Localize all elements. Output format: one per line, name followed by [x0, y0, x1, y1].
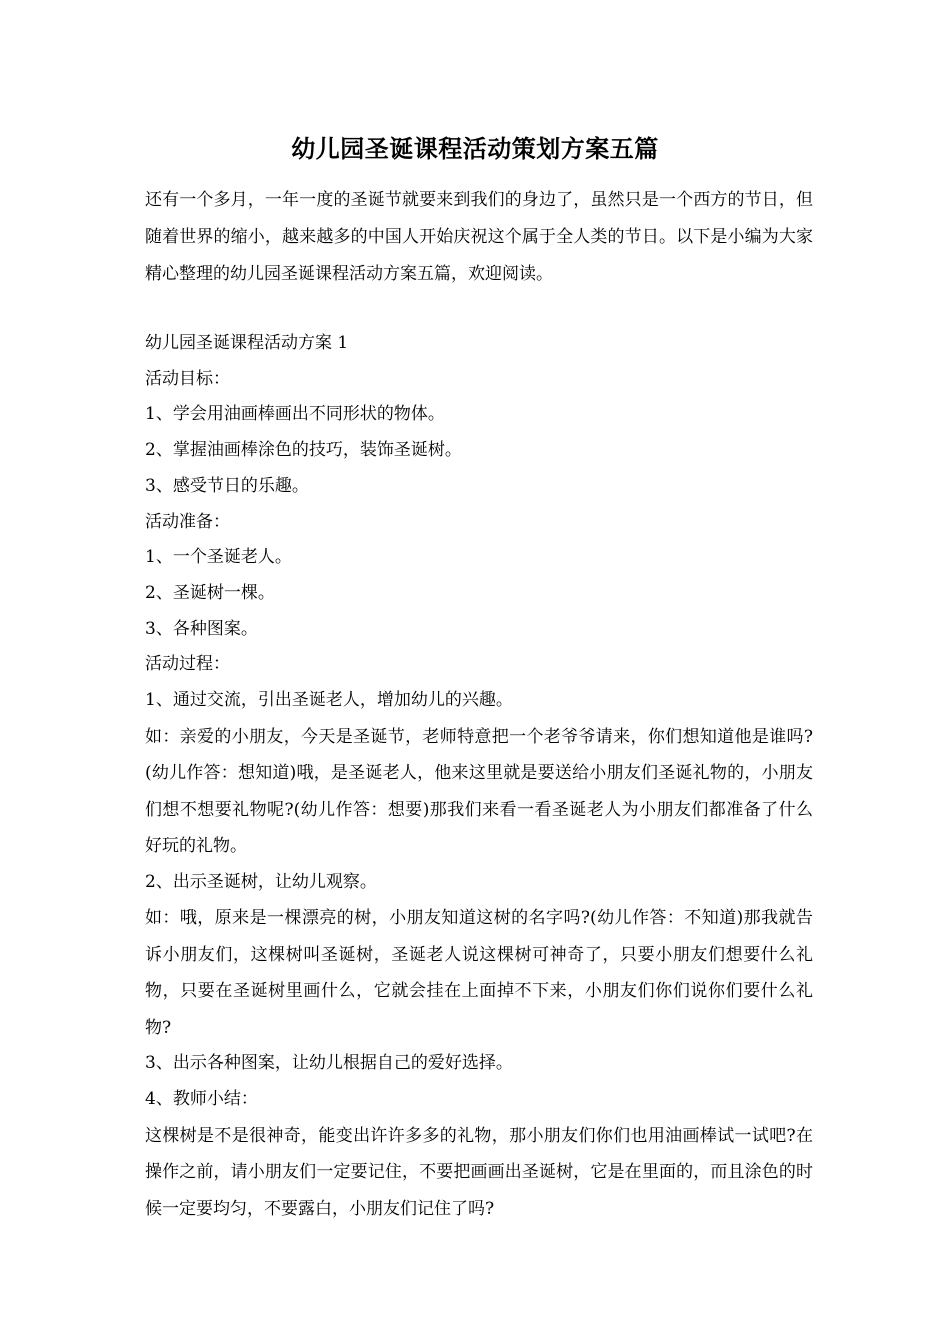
prep-item: 2、圣诞树一棵。 — [145, 582, 275, 603]
goal-item: 2、掌握油画棒涂色的技巧，装饰圣诞树。 — [145, 440, 462, 461]
process-step: 3、出示各种图案，让幼儿根据自己的爱好选择。 — [145, 1053, 513, 1074]
document-title: 幼儿园圣诞课程活动策划方案五篇 — [291, 134, 659, 163]
prep-item: 1、一个圣诞老人。 — [145, 547, 292, 568]
intro-paragraph: 还有一个多月，一年一度的圣诞节就要来到我们的身边了，虽然只是一个西方的节日，但随着世界的缩小，越来越多的中国人开始庆祝这个属于全人类的节日。以下是小编为大家精心整理的幼儿园圣诞课程活动方案五篇，欢迎阅读。 — [145, 190, 813, 284]
goal-item: 1、学会用油画棒画出不同形状的物体。 — [145, 404, 445, 425]
goal-item: 3、感受节日的乐趣。 — [145, 475, 309, 496]
section-heading: 幼儿园圣诞课程活动方案 1 — [145, 333, 349, 353]
process-example: 如：哦，原来是一棵漂亮的树，小朋友知道这树的名字吗?(幼儿作答：不知道)那我就告诉小朋友们，这棵树叫圣诞树，圣诞老人说这棵树可神奇了，只要小朋友们想要什么礼物，只要在圣诞树里画什么，它就会挂在上面掉不下来，小朋友们你们说你们要什么礼物? — [145, 908, 813, 1038]
process-heading: 活动过程： — [145, 654, 230, 675]
process-step: 1、通过交流，引出圣诞老人，增加幼儿的兴趣。 — [145, 690, 513, 711]
prep-heading: 活动准备： — [145, 511, 230, 532]
blank-line — [145, 293, 813, 326]
document-body — [145, 182, 813, 1227]
process-step: 4、教师小结： — [145, 1089, 258, 1110]
process-example: 如：亲爱的小朋友，今天是圣诞节，老师特意把一个老爷爷请来，你们想知道他是谁吗?(幼儿作答：想知道)哦，是圣诞老人，他来这里就是要送给小朋友们圣诞礼物的，小朋友们想不想要礼物呢?(幼儿作答：想要)那我们来看一看圣诞老人为小朋友们都准备了什么好玩的礼物。 — [145, 726, 813, 857]
prep-item: 3、各种图案。 — [145, 618, 258, 639]
summary-paragraph: 这棵树是不是很神奇，能变出许许多多的礼物，那小朋友们你们也用油画棒试一试吧?在操作之前，请小朋友们一定要记住，不要把画画出圣诞树，它是在里面的，而且涂色的时候一定要均匀，不要露白，小朋友们记住了吗? — [145, 1125, 813, 1219]
goals-heading: 活动目标： — [145, 368, 230, 389]
process-step: 2、出示圣诞树，让幼儿观察。 — [145, 871, 377, 892]
